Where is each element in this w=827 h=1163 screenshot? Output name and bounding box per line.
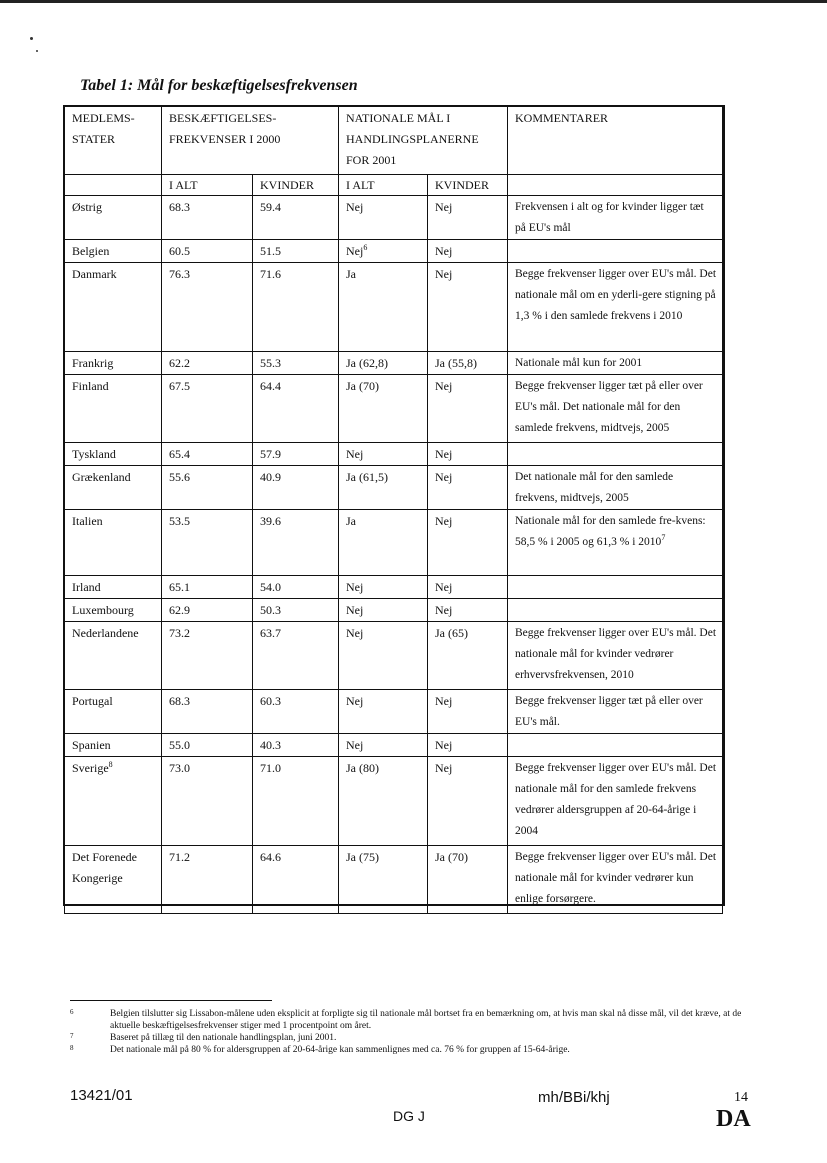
table-row <box>65 352 723 375</box>
women-target-cell <box>428 510 508 576</box>
women-target-text: Nej <box>435 267 453 281</box>
total-target-text: Nej <box>346 244 364 258</box>
total-target-text: Nej <box>346 447 364 461</box>
total-rate-cell <box>162 240 253 263</box>
women-target-text: Ja (55,8) <box>435 356 477 370</box>
footnote-reference: 6 <box>363 243 368 252</box>
comment-cell <box>508 599 723 622</box>
country-cell <box>65 196 162 240</box>
total-target-text: Nej <box>346 603 364 617</box>
total-target-text: Ja <box>346 267 356 281</box>
header-row <box>65 107 723 175</box>
women-rate-text: 64.4 <box>260 379 281 393</box>
country-text: Grækenland <box>72 470 131 484</box>
total-rate-text: 62.9 <box>169 603 190 617</box>
table-row <box>65 443 723 466</box>
total-rate-cell <box>162 846 253 914</box>
footnote-reference: 8 <box>108 760 113 769</box>
table-row <box>65 510 723 576</box>
comment-cell <box>508 375 723 443</box>
total-rate-cell <box>162 263 253 352</box>
women-target-text: Nej <box>435 580 453 594</box>
women-rate-text: 64.6 <box>260 850 281 864</box>
total-rate-text: 73.2 <box>169 626 190 640</box>
country-cell <box>65 375 162 443</box>
table-row <box>65 466 723 510</box>
table-row <box>65 599 723 622</box>
women-target-text: Nej <box>435 200 453 214</box>
total-target-cell <box>339 599 428 622</box>
total-rate-cell <box>162 196 253 240</box>
comment-cell <box>508 352 723 375</box>
table-row <box>65 196 723 240</box>
country-cell <box>65 690 162 734</box>
footnote-rule <box>70 1000 272 1001</box>
total-rate-cell <box>162 352 253 375</box>
women-target-text: Nej <box>435 447 453 461</box>
women-rate-text: 39.6 <box>260 514 281 528</box>
header-comments: KOMMENTARER <box>508 107 723 175</box>
women-rate-cell <box>253 352 339 375</box>
total-target-cell <box>339 263 428 352</box>
comment-cell <box>508 443 723 466</box>
total-rate-cell <box>162 510 253 576</box>
document-number: 13421/01 <box>70 1087 133 1104</box>
comment-text: Begge frekvenser ligger over EU's mål. Det nationale mål for den samlede frekvens vedrører aldersgruppen af 20-64-årige i 2004 <box>515 762 717 837</box>
women-rate-cell <box>253 375 339 443</box>
women-target-text: Nej <box>435 694 453 708</box>
women-target-cell <box>428 690 508 734</box>
total-rate-text: 55.0 <box>169 738 190 752</box>
total-target-text: Nej <box>346 694 364 708</box>
women-rate-text: 50.3 <box>260 603 281 617</box>
total-target-text: Nej <box>346 580 364 594</box>
country-text: Portugal <box>72 694 113 708</box>
total-target-cell <box>339 576 428 599</box>
comment-text: Begge frekvenser ligger tæt på eller over EU's mål. <box>515 695 703 728</box>
table-row <box>65 240 723 263</box>
women-rate-cell <box>253 576 339 599</box>
comment-cell <box>508 263 723 352</box>
footnote <box>70 1044 760 1056</box>
women-target-cell <box>428 263 508 352</box>
women-target-text: Nej <box>435 738 453 752</box>
comment-cell <box>508 757 723 846</box>
women-rate-text: 57.9 <box>260 447 281 461</box>
header-national-targets: NATIONALE MÅL I HANDLINGSPLANERNE FOR 2001 <box>339 107 508 175</box>
total-rate-text: 71.2 <box>169 850 190 864</box>
women-target-cell <box>428 443 508 466</box>
total-target-cell <box>339 375 428 443</box>
comment-cell <box>508 466 723 510</box>
table-row <box>65 757 723 846</box>
women-target-cell <box>428 846 508 914</box>
footnote-text: Baseret på tillæg til den nationale handlingsplan, juni 2001. <box>110 1033 337 1043</box>
country-cell <box>65 240 162 263</box>
total-target-cell <box>339 757 428 846</box>
women-rate-text: 54.0 <box>260 580 281 594</box>
country-cell <box>65 599 162 622</box>
women-target-text: Nej <box>435 603 453 617</box>
total-target-cell <box>339 622 428 690</box>
footnote-mark: 8 <box>70 1044 74 1052</box>
table-row <box>65 690 723 734</box>
comment-cell <box>508 576 723 599</box>
directorate-general: DG J <box>393 1108 425 1124</box>
women-target-text: Ja (70) <box>435 850 468 864</box>
women-rate-text: 71.0 <box>260 761 281 775</box>
total-target-cell <box>339 196 428 240</box>
scan-speck <box>36 50 38 52</box>
women-rate-text: 55.3 <box>260 356 281 370</box>
women-target-cell <box>428 375 508 443</box>
employment-targets-table <box>64 106 723 914</box>
country-cell <box>65 466 162 510</box>
header-employment-rates: BESKÆFTIGELSES-FREKVENSER I 2000 <box>162 107 339 175</box>
women-rate-cell <box>253 510 339 576</box>
women-target-cell <box>428 734 508 757</box>
women-target-cell <box>428 466 508 510</box>
women-rate-text: 40.3 <box>260 738 281 752</box>
top-border-rule <box>0 0 827 3</box>
women-target-cell <box>428 576 508 599</box>
total-target-text: Nej <box>346 200 364 214</box>
women-target-text: Nej <box>435 379 453 393</box>
women-target-text: Nej <box>435 470 453 484</box>
country-cell <box>65 622 162 690</box>
comment-text: Frekvensen i alt og for kvinder ligger tæt på EU's mål <box>515 201 704 234</box>
total-rate-text: 73.0 <box>169 761 190 775</box>
country-text: Det Forenede Kongerige <box>72 850 137 885</box>
subheader-empty <box>508 175 723 196</box>
table-row <box>65 375 723 443</box>
table-row <box>65 622 723 690</box>
country-cell <box>65 757 162 846</box>
comment-cell <box>508 196 723 240</box>
women-rate-cell <box>253 443 339 466</box>
author-reference: mh/BBi/khj <box>538 1089 610 1106</box>
total-target-text: Ja (62,8) <box>346 356 388 370</box>
comment-cell <box>508 846 723 914</box>
total-target-cell <box>339 510 428 576</box>
header-member-states: MEDLEMS-STATER <box>65 107 162 175</box>
country-text: Italien <box>72 514 103 528</box>
country-text: Danmark <box>72 267 117 281</box>
country-cell <box>65 576 162 599</box>
country-text: Finland <box>72 379 109 393</box>
comment-cell <box>508 510 723 576</box>
total-rate-text: 68.3 <box>169 694 190 708</box>
footnote-text: Belgien tilslutter sig Lissabon-målene uden eksplicit at forpligte sig til nationale mål bortset fra en bemærkning om, at hvis man skal nå disse mål, vil det kræve, at de aktuelle beskæftigelsesfrekvenser stiger med 1 procentpoint om året. <box>110 1009 742 1031</box>
country-text: Nederlandene <box>72 626 139 640</box>
total-target-text: Nej <box>346 738 364 752</box>
comment-text: Nationale mål kun for 2001 <box>515 357 643 369</box>
women-rate-text: 51.5 <box>260 244 281 258</box>
comment-cell <box>508 690 723 734</box>
women-rate-cell <box>253 240 339 263</box>
women-target-text: Nej <box>435 761 453 775</box>
country-text: Tyskland <box>72 447 116 461</box>
table-row <box>65 846 723 914</box>
total-rate-text: 76.3 <box>169 267 190 281</box>
total-target-text: Ja <box>346 514 356 528</box>
total-target-text: Ja (80) <box>346 761 379 775</box>
women-rate-cell <box>253 599 339 622</box>
total-target-cell <box>339 734 428 757</box>
total-rate-cell <box>162 622 253 690</box>
total-rate-text: 55.6 <box>169 470 190 484</box>
country-text: Sverige <box>72 761 109 775</box>
table-title: Tabel 1: Mål for beskæftigelsesfrekvensen <box>80 77 358 94</box>
subheader-empty <box>65 175 162 196</box>
comment-text: Det nationale mål for den samlede frekvens, midtvejs, 2005 <box>515 471 674 504</box>
country-text: Spanien <box>72 738 111 752</box>
total-rate-cell <box>162 466 253 510</box>
total-target-cell <box>339 443 428 466</box>
total-rate-cell <box>162 757 253 846</box>
women-target-cell <box>428 196 508 240</box>
women-rate-cell <box>253 690 339 734</box>
total-rate-text: 60.5 <box>169 244 190 258</box>
country-text: Irland <box>72 580 101 594</box>
women-rate-text: 59.4 <box>260 200 281 214</box>
comment-cell <box>508 622 723 690</box>
subheader-total-rates: I ALT <box>162 175 253 196</box>
total-rate-text: 65.4 <box>169 447 190 461</box>
women-rate-cell <box>253 846 339 914</box>
country-cell <box>65 352 162 375</box>
subheader-women-targets: KVINDER <box>428 175 508 196</box>
women-rate-cell <box>253 757 339 846</box>
comment-cell <box>508 734 723 757</box>
country-cell <box>65 846 162 914</box>
page-number: 14 <box>734 1090 748 1105</box>
country-cell <box>65 734 162 757</box>
country-cell <box>65 263 162 352</box>
women-rate-cell <box>253 196 339 240</box>
total-rate-cell <box>162 734 253 757</box>
comment-text: Begge frekvenser ligger over EU's mål. Det nationale mål for kvinder vedrører erhvervsfrekvensen, 2010 <box>515 627 717 681</box>
women-rate-cell <box>253 734 339 757</box>
total-rate-cell <box>162 690 253 734</box>
footnote-mark: 7 <box>70 1032 74 1040</box>
total-rate-text: 53.5 <box>169 514 190 528</box>
women-rate-text: 40.9 <box>260 470 281 484</box>
total-target-cell <box>339 846 428 914</box>
country-text: Luxembourg <box>72 603 134 617</box>
table-row <box>65 734 723 757</box>
total-target-text: Nej <box>346 626 364 640</box>
table-row <box>65 263 723 352</box>
women-target-text: Ja (65) <box>435 626 468 640</box>
women-rate-cell <box>253 263 339 352</box>
footnote-text: Det nationale mål på 80 % for aldersgruppen af 20-64-årige kan sammenlignes med ca. 76 % for gruppen af 15-64-årige. <box>110 1045 570 1055</box>
total-rate-cell <box>162 576 253 599</box>
total-target-cell <box>339 352 428 375</box>
women-rate-cell <box>253 466 339 510</box>
footnote-reference: 7 <box>661 533 666 543</box>
total-target-text: Ja (70) <box>346 379 379 393</box>
language-code: DA <box>716 1106 751 1132</box>
women-target-cell <box>428 757 508 846</box>
comment-text: Nationale mål for den samlede fre-kvens: 58,5 % i 2005 og 61,3 % i 2010 <box>515 515 706 548</box>
total-rate-cell <box>162 375 253 443</box>
women-rate-text: 71.6 <box>260 267 281 281</box>
subheader-women-rates: KVINDER <box>253 175 339 196</box>
total-target-text: Ja (61,5) <box>346 470 388 484</box>
comment-text: Begge frekvenser ligger over EU's mål. Det nationale mål for kvinder vedrører kun enlige forsørgere. <box>515 851 717 905</box>
subheader-total-targets: I ALT <box>339 175 428 196</box>
total-target-cell <box>339 240 428 263</box>
footnote <box>70 1008 760 1032</box>
total-rate-text: 67.5 <box>169 379 190 393</box>
women-target-text: Nej <box>435 514 453 528</box>
women-target-cell <box>428 352 508 375</box>
women-rate-cell <box>253 622 339 690</box>
total-rate-text: 65.1 <box>169 580 190 594</box>
total-rate-cell <box>162 443 253 466</box>
comment-text: Begge frekvenser ligger over EU's mål. Det nationale mål om en yderli-gere stigning på 1,3 % i den samlede frekvens i 2010 <box>515 268 717 322</box>
footnote <box>70 1032 760 1044</box>
women-rate-text: 60.3 <box>260 694 281 708</box>
country-text: Belgien <box>72 244 110 258</box>
women-target-cell <box>428 599 508 622</box>
comment-text: Begge frekvenser ligger tæt på eller over EU's mål. Det nationale mål for den samlede frekvens, midtvejs, 2005 <box>515 380 703 434</box>
footnotes <box>70 1008 760 1056</box>
women-rate-text: 63.7 <box>260 626 281 640</box>
women-target-text: Nej <box>435 244 453 258</box>
table-row <box>65 576 723 599</box>
total-target-cell <box>339 466 428 510</box>
scan-speck <box>30 37 33 40</box>
footnote-mark: 6 <box>70 1008 74 1016</box>
women-target-cell <box>428 240 508 263</box>
total-rate-cell <box>162 599 253 622</box>
country-text: Frankrig <box>72 356 114 370</box>
women-target-cell <box>428 622 508 690</box>
country-text: Østrig <box>72 200 102 214</box>
comment-cell <box>508 240 723 263</box>
total-target-cell <box>339 690 428 734</box>
total-rate-text: 62.2 <box>169 356 190 370</box>
subheader-row <box>65 175 723 196</box>
country-cell <box>65 510 162 576</box>
country-cell <box>65 443 162 466</box>
total-rate-text: 68.3 <box>169 200 190 214</box>
total-target-text: Ja (75) <box>346 850 379 864</box>
